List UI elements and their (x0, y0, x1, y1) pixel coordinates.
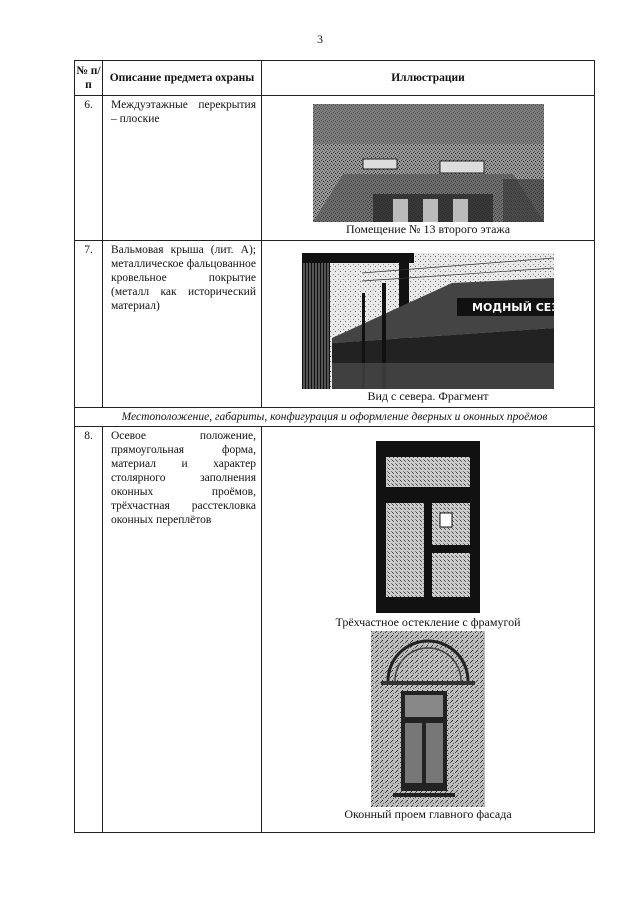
protection-table (74, 60, 595, 833)
row-illustration (262, 96, 595, 241)
header-desc: Описание предмета охраны (103, 61, 262, 96)
table-row (75, 96, 595, 241)
row-number: 7. (75, 241, 103, 408)
facade-window-photo (371, 631, 485, 807)
row-number: 6. (75, 96, 103, 241)
illustration-caption: Вид с севера. Фрагмент (367, 389, 489, 403)
table-row (75, 241, 595, 408)
illustration-caption: Трёхчастное остекление с фрамугой (335, 615, 521, 629)
header-ill: Иллюстрации (262, 61, 595, 96)
section-row (75, 408, 595, 427)
header-num: № п/п (75, 61, 103, 96)
row-number: 8. (75, 427, 103, 833)
illustration-caption: Оконный проем главного фасада (344, 807, 512, 821)
table-header-row (75, 61, 595, 96)
table-row (75, 427, 595, 833)
ceiling-photo (313, 104, 544, 222)
illustration-caption: Помещение № 13 второго этажа (345, 222, 511, 236)
store-sign-text: МОДНЫЙ СЕЗО (472, 301, 569, 314)
row-description: Междуэтажные перекрытия – плоские (103, 96, 262, 241)
row-description: Осевое положение, прямоугольная форма, материал и характер столярного заполнения оконных проёмов, трёхчастная расстекловка оконных переплётов (103, 427, 262, 833)
row-illustration (262, 427, 595, 833)
section-title: Местоположение, габариты, конфигурация и оформление дверных и оконных проёмов (75, 408, 595, 427)
page-number: 3 (317, 32, 323, 46)
row-description: Вальмовая крыша (лит. А); металлическое фальцованное кровельное покрытие (металл как исторический материал) (103, 241, 262, 408)
row-illustration (262, 241, 595, 408)
roof-photo (302, 253, 569, 389)
window-photo (376, 441, 480, 613)
